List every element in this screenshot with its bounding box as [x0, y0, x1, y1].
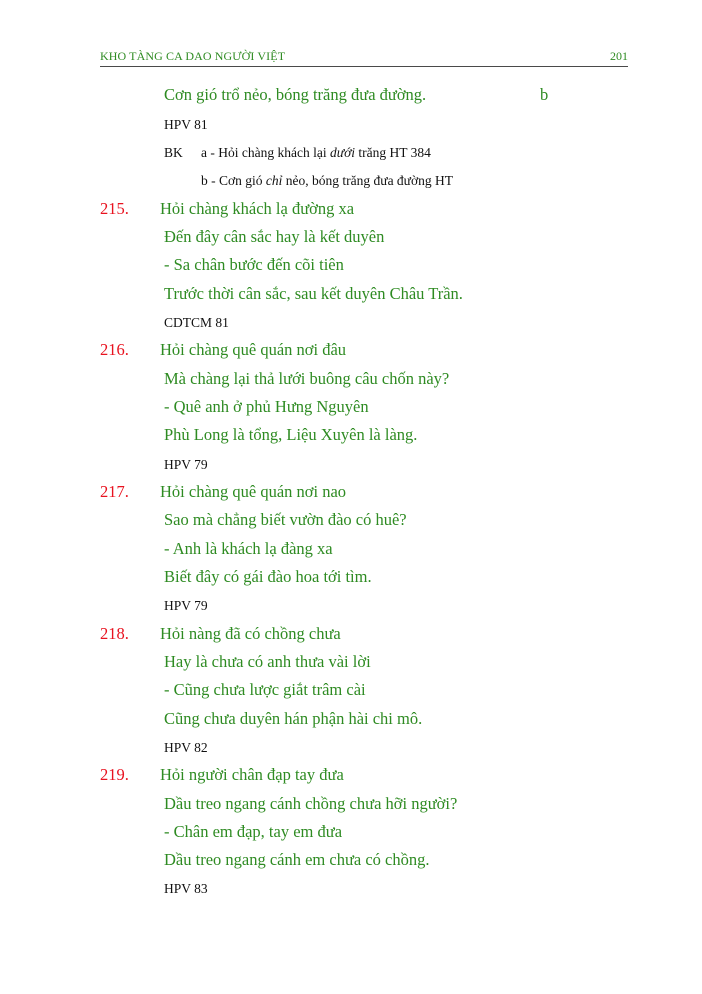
poem-line: Dầu treo ngang cánh chồng chưa hỡi người?	[164, 794, 458, 813]
poem-line: - Chân em đạp, tay em đưa	[164, 822, 343, 841]
source-citation: CDTCM 81	[164, 315, 229, 330]
variant-text: nẻo, bóng trăng đưa đường HT	[282, 173, 454, 188]
poem-line: Cơn gió trổ nẻo, bóng trăng đưa đường.	[164, 85, 427, 104]
variant-emphasis: chỉ	[265, 173, 283, 188]
variant-label: BK	[164, 145, 183, 160]
page-number: 201	[610, 49, 628, 63]
poem-line: Phù Long là tổng, Liệu Xuyên là làng.	[164, 425, 418, 444]
poem-line: Mà chàng lại thả lưới buông câu chốn này?	[164, 369, 450, 388]
source-citation: HPV 83	[164, 881, 208, 896]
source-citation: HPV 81	[164, 117, 208, 132]
poem-line: Hay là chưa có anh thưa vài lời	[164, 652, 371, 671]
poem-line: - Sa chân bước đến cõi tiên	[164, 255, 344, 274]
source-citation: HPV 79	[164, 457, 208, 472]
entry-number: 215.	[100, 199, 129, 218]
variant-marker: b	[540, 85, 549, 104]
poem-line: - Anh là khách lạ đàng xa	[164, 539, 333, 558]
poem-line: - Quê anh ở phủ Hưng Nguyên	[164, 397, 369, 416]
poem-line: Hỏi chàng quê quán nơi nao	[160, 482, 347, 501]
poem-line: Biết đây có gái đào hoa tới tìm.	[164, 567, 372, 586]
poem-line: Hỏi chàng quê quán nơi đâu	[160, 340, 347, 359]
variant-text: a - Hỏi chàng khách lại	[201, 145, 330, 160]
poem-line: Sao mà chẳng biết vườn đào có huê?	[164, 510, 407, 529]
variant-text: b - Cơn gió	[201, 173, 266, 188]
poem-line: Hỏi người chân đạp tay đưa	[160, 765, 344, 784]
poem-line: Đến đây cân sắc hay là kết duyên	[164, 227, 385, 246]
poem-line: Hỏi chàng khách lạ đường xa	[160, 199, 355, 218]
poem-line: - Cũng chưa lược giắt trâm cài	[164, 680, 366, 699]
running-header	[100, 49, 628, 67]
poem-line: Cũng chưa duyên hán phận hài chi mô.	[164, 709, 423, 728]
variant-a	[201, 145, 431, 161]
entry-number: 219.	[100, 765, 129, 784]
variant-b	[201, 173, 453, 189]
poem-line: Dầu treo ngang cánh em chưa có chồng.	[164, 850, 430, 869]
entry-number: 216.	[100, 340, 129, 359]
entry-number: 217.	[100, 482, 129, 501]
source-citation: HPV 79	[164, 598, 208, 613]
book-title: KHO TÀNG CA DAO NGƯỜI VIỆT	[100, 49, 286, 63]
poem-line: Hỏi nàng đã có chồng chưa	[160, 624, 341, 643]
variant-emphasis: dưới	[329, 145, 356, 160]
entry-number: 218.	[100, 624, 129, 643]
variant-text: trăng HT 384	[355, 145, 431, 160]
source-citation: HPV 82	[164, 740, 208, 755]
poem-line: Trước thời cân sắc, sau kết duyên Châu Trần.	[164, 284, 463, 303]
